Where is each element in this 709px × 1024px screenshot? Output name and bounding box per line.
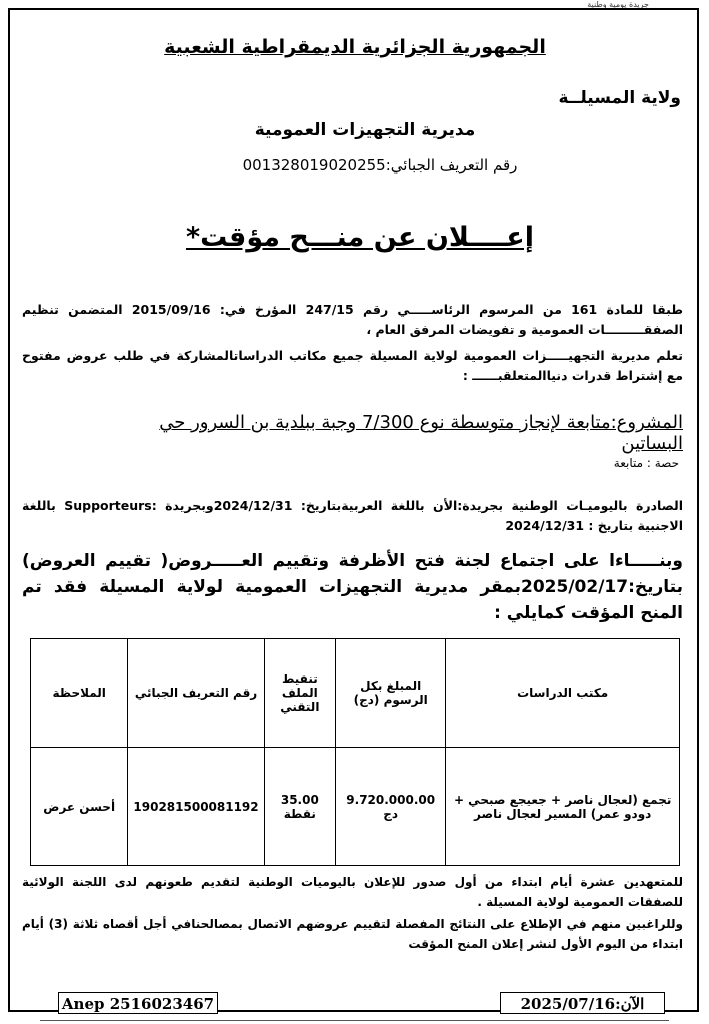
wilaya-name: ولاية المسيلــة (558, 88, 681, 108)
table-cell: تجمع (لعجال ناصر + جعيجع صبحي + دودو عمر) المسير لعجال ناصر (446, 748, 680, 866)
notice-paragraph: تعلم مديرية التجهيـــــزات العمومية لولاية المسيلة جميع مكاتب الدراساتالمشاركة في طلب عروض مفتوح مع إشتراط قدرات دنياالمتعلقبــــــ : (22, 348, 683, 383)
appeal-paragraph: للمتعهدين عشرة أيام ابتداء من أول صدور للإعلان باليوميات الوطنية لتقديم طعونهم لدى اللجنة الولائية للصفقات العمومية لولاية المسيلة . (22, 875, 683, 909)
table-cell: 190281500081192 (128, 748, 264, 866)
tax-id: رقم التعريف الجبائي:001328019020255 (242, 156, 518, 174)
consult-paragraph: وللراغبين منهم في الإطلاع على النتائج المفصلة لتقييم عروضهم الاتصال بمصالحنافي أجل أقصاه ثلاثة (3) أيام ابتداء من اليوم الأول لنشر إعلان المنح المؤقت (22, 917, 683, 951)
table-cell: 35.00 نقطة (264, 748, 335, 866)
table-header: المبلغ بكل الرسوم (دج) (336, 639, 446, 748)
legal-basis-paragraph: طبقا للمادة 161 من المرسوم الرئاســـــي رقم 247/15 المؤرخ في: 2015/09/16 المتضمن تنظيم الصفقـــــــــات العمومية و تفويضات المرفق العام ، (22, 302, 683, 337)
meeting-paragraph: وبنـــــاءا على اجتماع لجنة فتح الأظرفة وتقييم العـــــروض( تقييم العروض) بتاريخ:2025/02/17بمقر مديرية التجهيزات العمومية لولاية المسيلة فقد تم المنح المؤقت كمايلي : (22, 551, 683, 623)
table-header: تنقيط الملف التقني (264, 639, 335, 748)
award-table (30, 638, 680, 866)
table-header: الملاحظة (31, 639, 128, 748)
directorate-name: مديرية التجهيزات العمومية (254, 120, 476, 140)
publication-paragraph: الصادرة باليوميـات الوطنية بجريدة:الأن باللغة العربيةبتاريخ: 2024/12/31وبجريدة :Supporteurs باللغة الاجنبية بتاريخ : 2024/12/31 (22, 498, 684, 533)
announcement-title: إعــــلان عن منـــح مؤقت* (185, 222, 534, 253)
table-header: رقم التعريف الجبائي (128, 639, 264, 748)
project-line: المشروع:متابعة لإنجاز متوسطة نوع 7/300 وجبة ببلدية بن السرور حي البساتين (159, 412, 683, 454)
table-cell: أحسن عرض (31, 748, 128, 866)
republic-heading: الجمهورية الجزائرية الديمقراطية الشعبية (164, 36, 546, 58)
table-header: مكتب الدراسات (446, 639, 680, 748)
newspaper-header-note: جريدة يومية وطنية (587, 0, 649, 9)
anep-reference: Anep 2516023467 (58, 992, 218, 1014)
bottom-divider (40, 1020, 669, 1021)
lot-line: حصة : متابعة (613, 456, 679, 470)
table-cell: 9.720.000.00 دج (336, 748, 446, 866)
table-row (31, 748, 680, 866)
table-header-row (31, 639, 680, 748)
publication-date: الآن:2025/07/16 (500, 992, 665, 1014)
